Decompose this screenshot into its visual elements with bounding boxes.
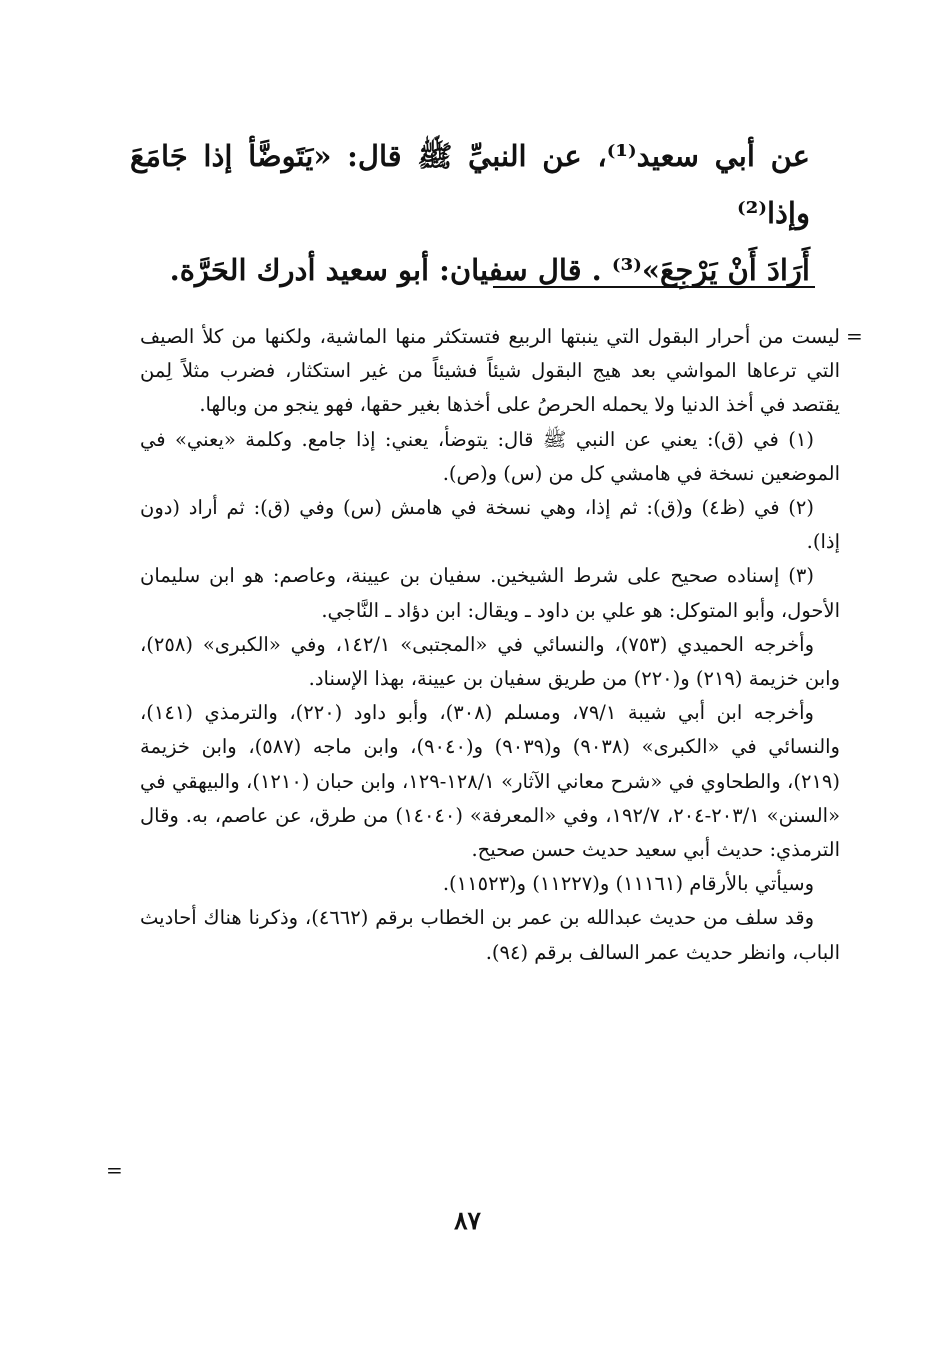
footnote-3-cross-ref: وسيأتي بالأرقام (١١١٦١) و(١١٢٢٧) و(١١٥٢٣). [442, 872, 814, 896]
hadith-line-2: أَرَادَ أَنْ يَرْجِعَ»⁽³⁾ . قال سفيان: أبو سعيد أدرك الحَرَّة. [169, 253, 810, 287]
hadith-line-1: عن أبي سعيد⁽¹⁾، عن النبيِّ ﷺ قال: «يَتَوضَّأ إذا جَامَعَ وإذا⁽²⁾ [130, 139, 810, 230]
hadith-text [130, 128, 810, 299]
footnote-3-takhrij-1: وأخرجه الحميدي (٧٥٣)، والنسائي في «المجتبى» ١٤٢/١، وفي «الكبرى» (٢٥٨)، وابن خزيمة (٢١٩) و(٢٢٠) من طريق سفيان بن عيينة، بهذا الإسناد. [140, 632, 840, 691]
footnote-3-takhrij-2: وأخرجه ابن أبي شيبة ٧٩/١، ومسلم (٣٠٨)، وأبو داود (٢٢٠)، والترمذي (١٤١)، والنسائي في «الكبرى» (٩٠٣٨) و(٩٠٣٩) و(٩٠٤٠)، وابن ماجه (٥٨٧)، وابن خزيمة (٢١٩)، والطحاوي في «شرح معاني الآثار» ١٢٨/١-١٢٩، وابن حبان (١٢١٠)، والبيهقي في «السنن» ٢٠٣/١-٢٠٤، ١٩٢/٧، وفي «المعرفة» (١٤٠٤٠) من طرق، عن عاصم، به. وقال الترمذي: حديث أبي سعيد حديث حسن صحيح. [140, 701, 840, 862]
continuation-mark-top: = [846, 324, 863, 348]
footnote-3-previous-ref: وقد سلف من حديث عبدالله بن عمر بن الخطاب برقم (٤٦٦٢)، وذكرنا هناك أحاديث الباب، وانظر حديث عمر السالف برقم (٩٤). [140, 906, 840, 964]
footnote-3: (٣) إسناده صحيح على شرط الشيخين. سفيان بن عيينة، وعاصم: هو ابن سليمان الأحول، وأبو المتوكل: هو علي بن داود ـ ويقال: ابن دؤاد ـ النَّاجي. [140, 564, 840, 622]
continuation-mark-bottom: = [106, 1158, 123, 1182]
footnote-separator [493, 286, 815, 288]
page-number: ٨٧ [454, 1206, 481, 1235]
footnote-2: (٢) في (ظ٤) و(ق): ثم إذا، وهي نسخة في هامش (س) وفي (ق): ثم أراد (دون إذا). [140, 496, 840, 554]
footnote-continuation: ليست من أحرار البقول التي ينبتها الربيع فتستكثر منها الماشية، ولكنها من كلأ الصيف التي ترعاها المواشي بعد هيج البقول شيئاً فشيئاً من غير استكثار، فضرب مثلاً لِمن يقتصد في أخذ الدنيا ولا يحمله الحرصُ على أخذها بغير حقها، فهو ينجو من وبالها. [140, 325, 840, 417]
footnotes [140, 320, 840, 970]
footnote-1: (١) في (ق): يعني عن النبي ﷺ قال: يتوضأ، يعني: إذا جامع. وكلمة «يعني» في الموضعين نسخة في هامشي كل من (س) و(ص). [140, 427, 840, 485]
